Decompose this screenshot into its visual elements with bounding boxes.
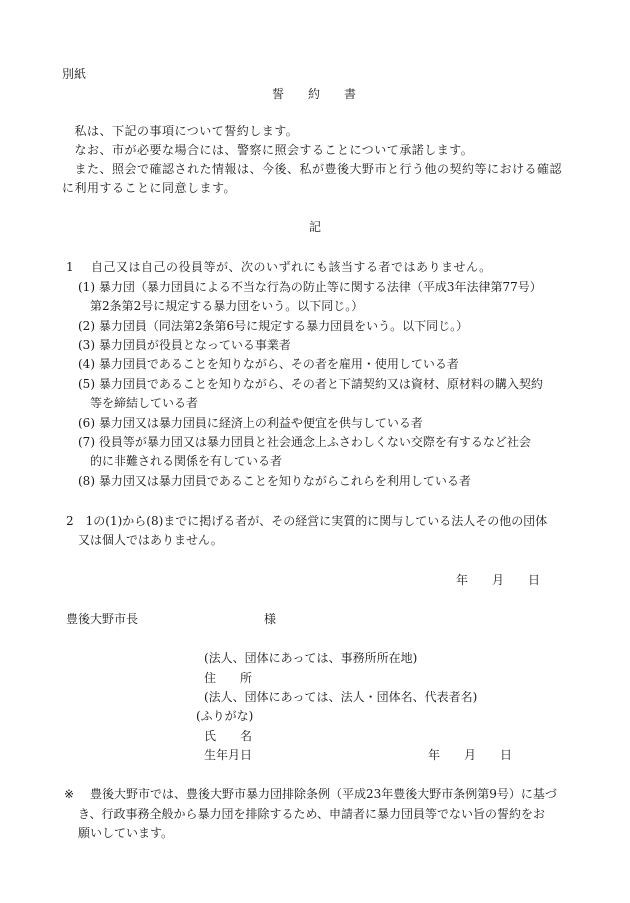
addressee: 豊後大野市長 <box>66 612 139 626</box>
section1-item: (5) 暴力団員であることを知りながら、その者と下請契約又は資材、原材料の購入契約 <box>78 377 543 391</box>
section1-item: (2) 暴力団員（同法第2条第6号に規定する暴力団員をいう。以下同じ。） <box>78 319 469 333</box>
birthdate-value: 年 月 日 <box>428 748 513 762</box>
intro-line: また、照会で確認された情報は、今後、私が豊後大野市と行う他の契約等における確認 <box>62 162 563 176</box>
footnote-line: 豊後大野市では、豊後大野市暴力団排除条例（平成23年豊後大野市条例第9号）に基づ <box>90 787 557 801</box>
birthdate-label: 生年月日 <box>204 748 253 762</box>
section1-item: (1) 暴力団（暴力団員による不当な行為の防止等に関する法律（平成3年法律第77号） <box>78 280 542 294</box>
ki-heading: 記 <box>309 220 322 234</box>
address-note: (法人、団体にあっては、事務所所在地) <box>204 651 418 665</box>
section1-item: 的に非難される関係を有している者 <box>78 454 283 468</box>
section1-item: (6) 暴力団又は暴力団員に経済上の利益や便宜を供与している者 <box>78 416 423 430</box>
name-label: 氏 名 <box>204 729 253 743</box>
intro-line: なお、市が必要な場合には、警察に照会することについて承諾します。 <box>62 143 474 157</box>
section1-item: 第2条第2号に規定する暴力団をいう。以下同じ。） <box>78 299 364 313</box>
name-note: (法人、団体にあっては、法人・団体名、代表者名) <box>204 690 478 704</box>
footnote-mark: ※ <box>64 787 75 801</box>
attachment-label: 別紙 <box>62 67 87 81</box>
footnote-line: 願いしています。 <box>78 826 174 840</box>
addressee-honorific: 様 <box>264 612 277 626</box>
section1-item: (7) 役員等が暴力団又は暴力団員と社会通念上ふさわしくない交際を有するなど社会 <box>78 435 531 449</box>
section1-item: (4) 暴力団員であることを知りながら、その者を雇用・使用している者 <box>78 357 459 371</box>
section2-line: 又は個人ではありません。 <box>66 533 223 547</box>
section1-item: (8) 暴力団又は暴力団員であることを知りながらこれらを利用している者 <box>78 474 471 488</box>
date-line: 年 月 日 <box>456 573 541 587</box>
address-label: 住 所 <box>204 671 253 685</box>
document-title: 誓 約 書 <box>272 87 357 101</box>
section1-item: 等を締結している者 <box>78 396 199 410</box>
intro-line: 私は、下記の事項について誓約します。 <box>62 124 299 138</box>
section1-item: (3) 暴力団員が役員となっている事業者 <box>78 338 291 352</box>
furigana-label: (ふりがな) <box>196 709 254 723</box>
intro-line: に利用することに同意します。 <box>62 181 237 195</box>
section2-line: 2 1の(1)から(8)までに掲げる者が、その経営に実質的に関与している法人その他の団体 <box>66 514 548 528</box>
footnote-line: き、行政事務全般から暴力団を排除するため、申請者に暴力団員等でない旨の誓約をお <box>78 807 546 821</box>
section1-heading: 1 自己又は自己の役員等が、次のいずれにも該当する者ではありません。 <box>66 260 492 274</box>
